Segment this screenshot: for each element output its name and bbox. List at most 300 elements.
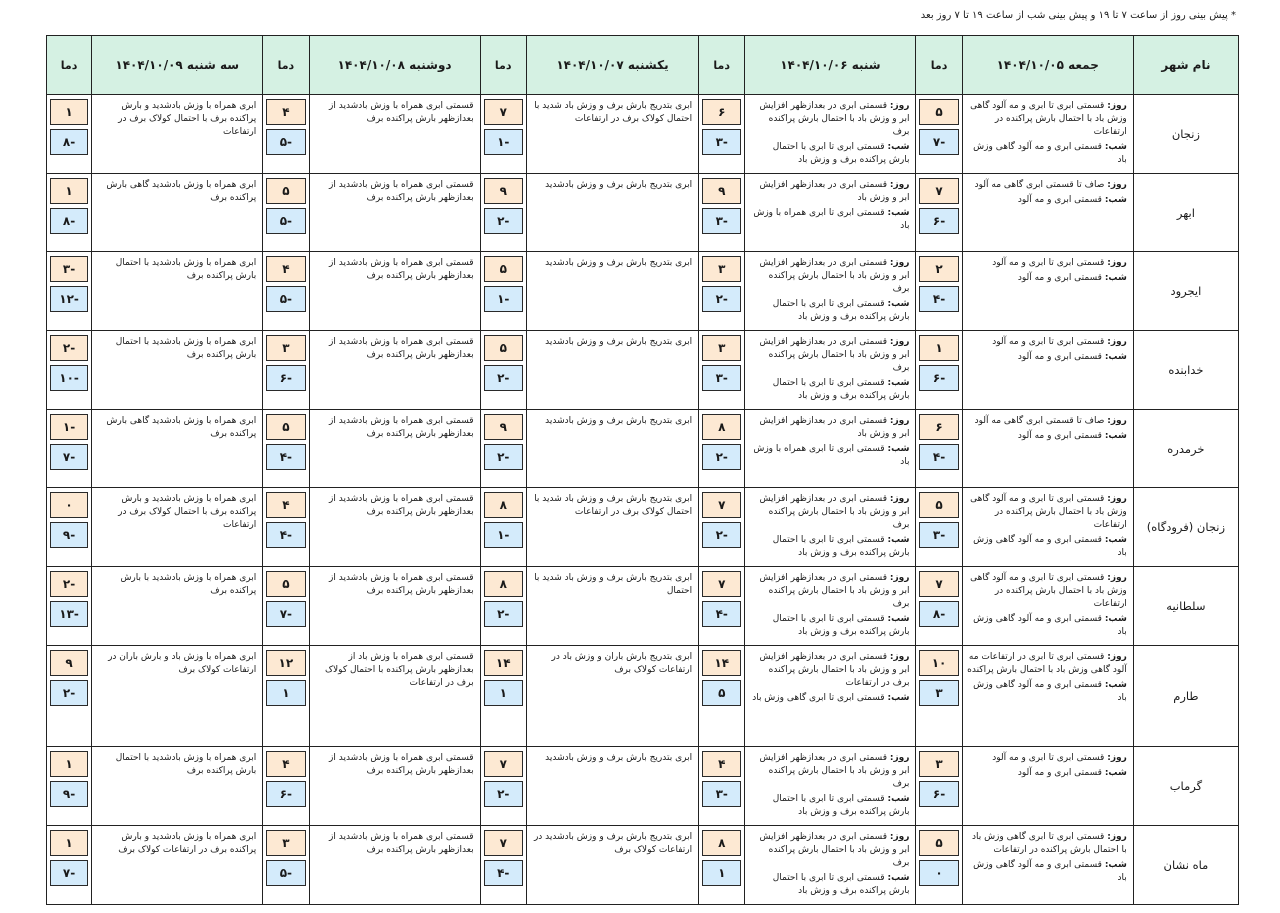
temperature-cell (47, 331, 92, 410)
night-label: شب: (1104, 273, 1127, 283)
day-label: روز: (1107, 101, 1127, 111)
min-temp: -۶ (266, 781, 305, 807)
min-temp: -۲ (702, 522, 741, 548)
night-label: شب: (887, 378, 910, 389)
day-forecast (967, 257, 1127, 270)
city-name: ماه نشان (1133, 825, 1238, 904)
min-temp: -۱۰ (50, 365, 88, 391)
forecast-text: قسمتی ابری همراه با وزش بادشدید از بعدازظهر بارش پراکنده برف (329, 573, 474, 597)
forecast-description (92, 410, 263, 488)
day-forecast-text: قسمتی ابری تا ابری در ارتفاعات مه آلود گاهی وزش باد با احتمال بارش پراکنده (967, 652, 1127, 676)
temperature-cell (699, 488, 745, 567)
table-header (47, 36, 1239, 95)
max-temp: ۸ (484, 492, 523, 518)
city-name: ایجرود (1133, 252, 1238, 331)
min-temp: -۲ (484, 601, 523, 627)
temperature-cell (480, 567, 526, 646)
day-label: روز: (1107, 752, 1127, 763)
city-name: خدابنده (1133, 331, 1238, 410)
night-forecast-text: قسمتی ابری و مه آلود گاهی وزش باد (973, 535, 1127, 559)
header-temp-2: دما (699, 36, 745, 95)
min-temp: -۴ (702, 601, 741, 627)
max-temp: ۳ (702, 256, 741, 282)
forecast-text: ابری بتدریج بارش برف و وزش بادشدید (545, 337, 693, 348)
day-label: روز: (889, 652, 910, 663)
forecast-description (92, 488, 263, 567)
forecast-description (962, 567, 1133, 646)
night-forecast (967, 194, 1127, 207)
min-temp: -۲ (702, 286, 741, 312)
min-temp: -۸ (50, 208, 88, 234)
temperature-cell (480, 646, 526, 747)
day-label: روز: (889, 101, 910, 111)
night-forecast-text: قسمتی ابری و مه آلود گاهی وزش باد (973, 859, 1127, 883)
table-body (47, 95, 1239, 905)
night-label: شب: (887, 793, 910, 804)
day-forecast (749, 257, 909, 296)
min-temp: ۵ (702, 680, 741, 706)
min-temp: -۸ (919, 601, 958, 627)
temperature-cell (263, 331, 309, 410)
night-label: شب: (887, 299, 910, 309)
day-label: روز: (889, 180, 910, 191)
temperature-cell (699, 410, 745, 488)
min-temp: -۶ (919, 781, 958, 807)
table-row (47, 646, 1239, 747)
forecast-description (92, 646, 263, 747)
day-forecast (749, 493, 909, 532)
header-temp-4: دما (263, 36, 309, 95)
forecast-description (92, 746, 263, 825)
forecast-description (962, 746, 1133, 825)
day-forecast-text: قسمتی ابری در بعدازظهر افزایش ابر و وزش باد با احتمال بارش پراکنده برف (759, 573, 910, 610)
temperature-cell (916, 410, 962, 488)
forecast-description (745, 174, 916, 252)
forecast-text: قسمتی ابری همراه با وزش بادشدید از بعدازظهر بارش پراکنده برف (329, 831, 474, 855)
min-temp: -۲ (50, 680, 88, 706)
night-forecast (749, 377, 909, 403)
day-forecast-text: صاف تا قسمتی ابری گاهی مه آلود (974, 416, 1105, 427)
city-name: زنجان (فرودگاه) (1133, 488, 1238, 567)
header-day-2: شنبه ۱۴۰۴/۱۰/۰۶ (745, 36, 916, 95)
max-temp: ۴ (702, 751, 741, 777)
header-day-3: یکشنبه ۱۴۰۴/۱۰/۰۷ (526, 36, 698, 95)
day-label: روز: (1107, 831, 1127, 842)
forecast-text: قسمتی ابری همراه با وزش بادشدید از بعدازظهر بارش پراکنده برف (329, 258, 474, 281)
temperature-cell (916, 825, 962, 904)
night-forecast-text: قسمتی ابری تا ابری با احتمال بارش پراکنده برف و وزش باد (772, 614, 910, 638)
max-temp: ۵ (266, 414, 305, 440)
temperature-cell (263, 95, 309, 174)
forecast-table (46, 35, 1239, 905)
max-temp: ۷ (919, 571, 958, 597)
min-temp: -۲ (484, 208, 523, 234)
forecast-text: ابری بتدریج بارش برف و وزش باد شدید با احتمال کولاک برف در ارتفاعات (534, 101, 693, 124)
day-forecast (749, 100, 909, 139)
day-label: روز: (1107, 573, 1127, 584)
day-forecast (967, 415, 1127, 428)
max-temp: ۷ (702, 492, 741, 518)
min-temp: -۵ (266, 208, 305, 234)
day-forecast-text: قسمتی ابری تا ابری گاهی وزش باد با احتمال بارش پراکنده در ارتفاعات (971, 831, 1127, 855)
min-temp: -۵ (266, 286, 305, 312)
temperature-cell (47, 95, 92, 174)
forecast-text: ابری بتدریج بارش برف و وزش بادشدید در ارتفاعات کولاک برف (533, 831, 693, 855)
temperature-cell (699, 646, 745, 747)
max-temp: ۹ (484, 414, 523, 440)
min-temp: -۲ (484, 365, 523, 391)
day-forecast-text: قسمتی ابری تا ابری و مه آلود گاهی وزش باد با احتمال بارش پراکنده در ارتفاعات (970, 494, 1127, 531)
max-temp: ۵ (484, 256, 523, 282)
day-forecast-text: قسمتی ابری در بعدازظهر افزایش ابر و وزش باد با احتمال بارش پراکنده برف (759, 101, 910, 137)
max-temp: ۷ (484, 830, 523, 856)
forecast-text: ابری همراه با وزش بادشدید با احتمال بارش پراکنده برف (115, 752, 257, 776)
night-forecast (967, 859, 1127, 885)
night-label: شب: (1104, 431, 1127, 442)
night-forecast-text: قسمتی ابری تا ابری با احتمال بارش پراکنده برف و وزش باد (772, 142, 910, 165)
day-forecast (967, 572, 1127, 611)
max-temp: ۴ (266, 99, 305, 125)
max-temp: ۶ (919, 414, 958, 440)
min-temp: -۴ (919, 444, 958, 470)
forecast-text: ابری بتدریج بارش برف و وزش بادشدید (545, 416, 693, 427)
min-temp: -۳ (702, 365, 741, 391)
day-forecast (749, 415, 909, 441)
night-forecast (749, 613, 909, 639)
header-day-4: دوشنبه ۱۴۰۴/۱۰/۰۸ (309, 36, 480, 95)
max-temp: ۹ (702, 178, 741, 204)
temperature-cell (263, 252, 309, 331)
forecast-text: ابری همراه با وزش بادشدید و بارش پراکنده برف در ارتفاعات کولاک برف (118, 831, 257, 855)
forecast-description (962, 174, 1133, 252)
day-forecast (749, 336, 909, 375)
max-temp: ۱۴ (484, 650, 523, 676)
temperature-cell (916, 746, 962, 825)
day-label: روز: (1107, 416, 1127, 427)
forecast-description (309, 252, 480, 331)
table-row (47, 410, 1239, 488)
night-forecast-text: قسمتی ابری و مه آلود گاهی وزش باد (973, 680, 1127, 704)
temperature-cell (699, 746, 745, 825)
min-temp: -۷ (919, 129, 958, 155)
temperature-cell (480, 331, 526, 410)
temperature-cell (916, 331, 962, 410)
max-temp: ۲ (919, 256, 958, 282)
night-forecast (967, 351, 1127, 364)
temperature-cell (263, 567, 309, 646)
min-temp: -۳ (702, 208, 741, 234)
min-temp: -۲ (484, 444, 523, 470)
night-forecast-text: قسمتی ابری تا ابری با احتمال بارش پراکنده برف و وزش باد (772, 535, 910, 559)
night-forecast (749, 872, 909, 898)
max-temp: ۱ (919, 335, 958, 361)
day-forecast (967, 336, 1127, 349)
forecast-description (745, 331, 916, 410)
forecast-description (309, 825, 480, 904)
min-temp: -۷ (50, 444, 88, 470)
night-forecast (749, 793, 909, 819)
max-temp: ۰ (50, 492, 88, 518)
night-label: شب: (1104, 195, 1127, 206)
night-forecast (967, 613, 1127, 639)
day-label: روز: (1107, 652, 1127, 663)
max-temp: ۱ (50, 830, 88, 856)
temperature-cell (699, 252, 745, 331)
city-name: سلطانیه (1133, 567, 1238, 646)
day-forecast (967, 831, 1127, 857)
forecast-description (92, 174, 263, 252)
city-name: خرمدره (1133, 410, 1238, 488)
forecast-description (526, 174, 698, 252)
night-label: شب: (887, 872, 910, 883)
min-temp: -۳ (702, 129, 741, 155)
forecast-description (526, 646, 698, 747)
forecast-description (309, 410, 480, 488)
forecast-text: ابری بتدریج بارش باران و وزش باد در ارتفاعات کولاک برف (551, 652, 693, 676)
forecast-description (745, 252, 916, 331)
night-forecast-text: قسمتی ابری تا ابری همراه با وزش باد (753, 444, 910, 468)
max-temp: ۱ (50, 751, 88, 777)
night-forecast (749, 141, 909, 167)
forecast-text: قسمتی ابری همراه با وزش بادشدید از بعدازظهر بارش پراکنده برف (329, 337, 474, 361)
forecast-description (309, 95, 480, 174)
day-forecast-text: قسمتی ابری تا ابری و مه آلود گاهی وزش باد با احتمال بارش پراکنده در ارتفاعات (970, 101, 1127, 137)
forecast-description (309, 174, 480, 252)
night-label: شب: (887, 535, 910, 546)
day-forecast (749, 572, 909, 611)
forecast-description (745, 410, 916, 488)
forecast-description (526, 567, 698, 646)
night-forecast (749, 207, 909, 233)
forecast-description (92, 95, 263, 174)
forecast-description (962, 488, 1133, 567)
forecast-description (92, 825, 263, 904)
header-city: نام شهر (1133, 36, 1238, 95)
min-temp: -۶ (919, 208, 958, 234)
forecast-text: ابری بتدریج بارش برف و وزش بادشدید (545, 180, 693, 191)
forecast-description (526, 488, 698, 567)
min-temp: -۶ (266, 365, 305, 391)
day-forecast-text: قسمتی ابری تا ابری و مه آلود (992, 258, 1105, 268)
forecast-text: ابری همراه با وزش بادشدید با احتمال بارش پراکنده برف (115, 337, 257, 361)
forecast-text: ابری بتدریج بارش برف و وزش بادشدید (545, 258, 693, 268)
day-forecast (967, 493, 1127, 532)
temperature-cell (263, 646, 309, 747)
day-label: روز: (1107, 258, 1127, 268)
min-temp: -۴ (266, 444, 305, 470)
max-temp: ۸ (702, 830, 741, 856)
day-forecast (749, 179, 909, 205)
max-temp: ۹ (50, 650, 88, 676)
max-temp: ۱ (50, 99, 88, 125)
table-row (47, 252, 1239, 331)
forecast-text: قسمتی ابری همراه با وزش بادشدید از بعدازظهر بارش پراکنده برف (329, 752, 474, 776)
table-row (47, 567, 1239, 646)
min-temp: ۱ (266, 680, 305, 706)
day-forecast (967, 179, 1127, 192)
min-temp: -۴ (266, 522, 305, 548)
forecast-description (526, 95, 698, 174)
city-name: طارم (1133, 646, 1238, 747)
forecast-text: ابری بتدریج بارش برف و وزش باد شدید با احتمال کولاک برف در ارتفاعات (534, 494, 693, 518)
temperature-cell (47, 567, 92, 646)
day-forecast (749, 752, 909, 791)
temperature-cell (47, 174, 92, 252)
day-forecast-text: قسمتی ابری در بعدازظهر افزایش ابر و وزش باد با احتمال بارش پراکنده برف در ارتفاعات (759, 652, 910, 689)
night-forecast-text: قسمتی ابری تا ابری گاهی وزش باد (752, 693, 885, 704)
night-forecast (749, 534, 909, 560)
min-temp: ۱ (484, 680, 523, 706)
forecast-description (745, 95, 916, 174)
max-temp: ۴ (266, 751, 305, 777)
day-label: روز: (1107, 494, 1127, 505)
max-temp: ۳ (266, 830, 305, 856)
night-forecast (967, 141, 1127, 167)
night-forecast-text: قسمتی ابری و مه آلود (1017, 273, 1102, 283)
table-row (47, 825, 1239, 904)
night-label: شب: (1104, 767, 1127, 778)
max-temp: ۵ (919, 99, 958, 125)
table-row (47, 746, 1239, 825)
min-temp: ۱ (702, 860, 741, 886)
day-label: روز: (889, 573, 910, 584)
forecast-description (745, 825, 916, 904)
forecast-description (962, 331, 1133, 410)
day-forecast-text: قسمتی ابری تا ابری و مه آلود (992, 337, 1105, 348)
temperature-cell (263, 174, 309, 252)
forecast-text: ابری همراه با وزش بادشدید و بارش پراکنده برف با احتمال کولاک برف در ارتفاعات (118, 494, 257, 531)
min-temp: -۷ (50, 860, 88, 886)
forecast-description (309, 646, 480, 747)
min-temp: -۵ (266, 129, 305, 155)
forecast-text: قسمتی ابری همراه با وزش بادشدید از بعدازظهر بارش پراکنده برف (329, 180, 474, 204)
day-forecast-text: قسمتی ابری در بعدازظهر افزایش ابر و وزش باد با احتمال بارش پراکنده برف (759, 752, 910, 789)
min-temp: -۳ (919, 522, 958, 548)
temperature-cell (47, 646, 92, 747)
forecast-description (309, 331, 480, 410)
max-temp: -۱ (50, 414, 88, 440)
forecast-description (526, 746, 698, 825)
night-label: شب: (1104, 352, 1127, 363)
temperature-cell (916, 252, 962, 331)
forecast-description (309, 567, 480, 646)
night-forecast-text: قسمتی ابری تا ابری همراه با وزش باد (753, 208, 910, 232)
day-label: روز: (889, 752, 910, 763)
day-label: روز: (889, 831, 910, 842)
forecast-description (962, 825, 1133, 904)
min-temp: -۱۳ (50, 601, 88, 627)
max-temp: ۵ (484, 335, 523, 361)
temperature-cell (263, 825, 309, 904)
header-temp-3: دما (480, 36, 526, 95)
min-temp: ۳ (919, 680, 958, 706)
day-forecast (967, 752, 1127, 765)
forecast-text: قسمتی ابری همراه با وزش باد از بعدازظهر بارش پراکنده با احتمال کولاک برف در ارتفاعات (324, 652, 474, 689)
temperature-cell (263, 488, 309, 567)
max-temp: ۷ (919, 178, 958, 204)
max-temp: ۳ (919, 751, 958, 777)
min-temp: -۲ (484, 781, 523, 807)
night-forecast-text: قسمتی ابری و مه آلود (1017, 767, 1102, 778)
min-temp: -۱ (484, 286, 523, 312)
max-temp: -۳ (50, 256, 88, 282)
night-forecast-text: قسمتی ابری تا ابری با احتمال بارش پراکنده برف و وزش باد (772, 793, 910, 817)
min-temp: -۱ (484, 129, 523, 155)
forecast-description (92, 331, 263, 410)
day-label: روز: (1107, 337, 1127, 348)
forecast-description (745, 567, 916, 646)
day-forecast (967, 651, 1127, 677)
night-forecast (967, 430, 1127, 443)
min-temp: -۵ (266, 860, 305, 886)
forecast-description (526, 252, 698, 331)
forecast-description (962, 95, 1133, 174)
forecast-description (745, 646, 916, 747)
day-forecast-text: قسمتی ابری تا ابری و مه آلود (992, 752, 1105, 763)
temperature-cell (480, 825, 526, 904)
min-temp: -۳ (702, 781, 741, 807)
forecast-text: ابری بتدریج بارش برف و وزش باد شدید با احتمال (534, 573, 693, 597)
table-row (47, 488, 1239, 567)
min-temp: ۰ (919, 860, 958, 886)
city-name: زنجان (1133, 95, 1238, 174)
temperature-cell (47, 252, 92, 331)
night-label: شب: (1104, 535, 1127, 546)
max-temp: ۱۲ (266, 650, 305, 676)
day-forecast-text: قسمتی ابری در بعدازظهر افزایش ابر و وزش باد با احتمال بارش پراکنده برف (759, 494, 910, 531)
max-temp: ۱۰ (919, 650, 958, 676)
max-temp: ۵ (919, 830, 958, 856)
day-label: روز: (889, 258, 910, 268)
max-temp: -۲ (50, 335, 88, 361)
night-label: شب: (1104, 680, 1127, 691)
forecast-description (92, 567, 263, 646)
day-forecast-text: قسمتی ابری تا ابری و مه آلود گاهی وزش باد با احتمال بارش پراکنده در ارتفاعات (970, 573, 1127, 610)
temperature-cell (699, 825, 745, 904)
max-temp: ۵ (919, 492, 958, 518)
day-forecast (749, 651, 909, 690)
header-day-1: جمعه ۱۴۰۴/۱۰/۰۵ (962, 36, 1133, 95)
header-temp-1: دما (916, 36, 962, 95)
max-temp: ۷ (702, 571, 741, 597)
day-label: روز: (1107, 180, 1127, 191)
forecast-description (526, 410, 698, 488)
max-temp: ۹ (484, 178, 523, 204)
night-forecast-text: قسمتی ابری و مه آلود گاهی وزش باد (973, 142, 1127, 165)
forecast-description (962, 252, 1133, 331)
night-label: شب: (887, 614, 910, 625)
min-temp: -۱ (484, 522, 523, 548)
min-temp: -۹ (50, 522, 88, 548)
night-label: شب: (1104, 859, 1127, 870)
night-forecast-text: قسمتی ابری و مه آلود گاهی وزش باد (973, 614, 1127, 638)
forecast-text: ابری همراه با وزش بادشدید با احتمال بارش پراکنده برف (115, 258, 257, 281)
day-label: روز: (889, 494, 910, 505)
header-temp-5: دما (47, 36, 92, 95)
header-day-5: سه شنبه ۱۴۰۴/۱۰/۰۹ (92, 36, 263, 95)
temperature-cell (699, 174, 745, 252)
night-label: شب: (887, 142, 910, 152)
min-temp: -۲ (702, 444, 741, 470)
min-temp: -۶ (919, 365, 958, 391)
temperature-cell (47, 410, 92, 488)
temperature-cell (699, 95, 745, 174)
forecast-text: قسمتی ابری همراه با وزش بادشدید از بعدازظهر بارش پراکنده برف (329, 101, 474, 124)
day-forecast-text: قسمتی ابری در بعدازظهر افزایش ابر و وزش باد (759, 180, 910, 204)
day-forecast (967, 100, 1127, 139)
temperature-cell (480, 746, 526, 825)
temperature-cell (916, 567, 962, 646)
